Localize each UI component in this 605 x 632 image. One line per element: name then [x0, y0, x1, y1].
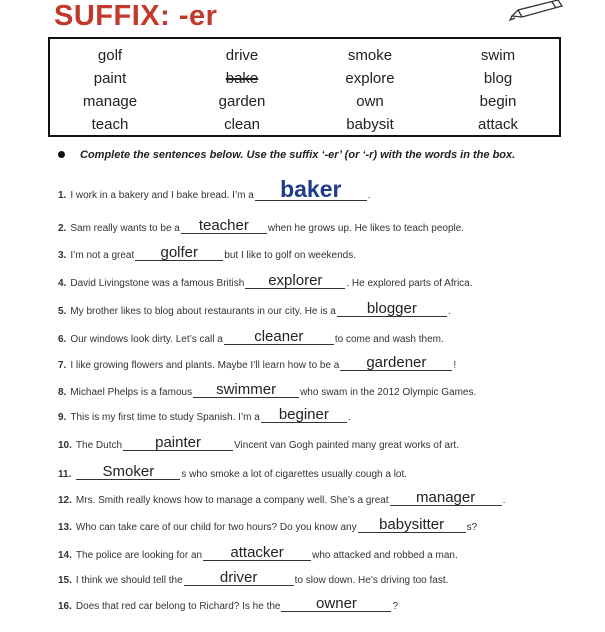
- answer-text: driver: [219, 569, 258, 586]
- sentence-text-before: I like growing flowers and plants. Maybe I’ll learn how to be a: [70, 360, 340, 371]
- sentence-text-after: .: [447, 306, 451, 317]
- sentence-12: [58, 489, 506, 506]
- answer-blank[interactable]: [337, 300, 447, 317]
- worksheet-title: SUFFIX: -er: [54, 0, 218, 32]
- sentence-1: [58, 176, 371, 202]
- word-bake: bake: [225, 70, 259, 87]
- answer-text: teacher: [198, 217, 249, 234]
- answer-blank[interactable]: [135, 244, 223, 261]
- sentence-text-after: who attacked and robbed a man.: [312, 550, 458, 561]
- sentence-text-after: ?: [392, 601, 399, 612]
- answer-blank[interactable]: [390, 489, 502, 506]
- sentence-text-before: This is my first time to study Spanish. I’m a: [70, 412, 260, 423]
- word-explore: explore: [345, 70, 395, 87]
- word-swim: swim: [480, 47, 516, 64]
- sentence-text-after: . He explored parts of Africa.: [346, 278, 473, 289]
- word-attack: attack: [477, 116, 519, 133]
- sentence-number: 16.: [58, 601, 72, 612]
- answer-text: explorer: [268, 272, 323, 289]
- answer-text: babysitter: [379, 516, 445, 533]
- sentence-text-before: I think we should tell the: [75, 575, 183, 586]
- answer-text: baker: [280, 176, 342, 202]
- sentence-text-after: .: [367, 190, 371, 201]
- sentence-10: [58, 434, 459, 451]
- sentence-number: 4.: [58, 278, 67, 289]
- sentence-16: [58, 595, 399, 612]
- sentence-text-before: Mrs. Smith really knows how to manage a company well. She’s a great: [75, 495, 389, 506]
- sentence-6: [58, 328, 444, 345]
- instructions: Complete the sentences below. Use the suffix ‘-er’ (or ‘-r) with the words in the box.: [80, 149, 516, 161]
- sentence-text-after: Vincent van Gogh painted many great works of art.: [234, 440, 459, 451]
- sentence-text-before: I work in a bakery and I bake bread. I’m a: [70, 190, 254, 201]
- answer-blank[interactable]: [76, 463, 180, 480]
- answer-blank[interactable]: [358, 516, 466, 533]
- sentence-9: [58, 406, 351, 423]
- sentence-number: 10.: [58, 440, 72, 451]
- pencil-icon: [506, 0, 566, 22]
- answer-text: owner: [316, 595, 357, 612]
- answer-text: attacker: [230, 544, 284, 561]
- word-paint: paint: [93, 70, 127, 87]
- sentence-text-before: The Dutch: [75, 440, 123, 451]
- answer-text: golfer: [160, 244, 199, 261]
- sentence-number: 12.: [58, 495, 72, 506]
- answer-text: cleaner: [254, 328, 304, 345]
- answer-blank[interactable]: [193, 381, 299, 398]
- sentence-text-after: who swam in the 2012 Olympic Games.: [300, 387, 477, 398]
- sentence-3: [58, 244, 357, 261]
- sentence-text-after: !: [453, 360, 457, 371]
- sentence-text-after: s?: [466, 522, 478, 533]
- sentence-15: [58, 569, 449, 586]
- sentence-text-after: .: [347, 412, 351, 423]
- answer-blank[interactable]: [340, 354, 452, 371]
- answer-blank[interactable]: [245, 272, 345, 289]
- sentence-2: [58, 217, 465, 234]
- sentence-number: 3.: [58, 250, 67, 261]
- sentence-5: [58, 300, 451, 317]
- answer-text: beginer: [278, 406, 329, 423]
- sentence-text-after: when he grows up. He likes to teach people.: [267, 223, 465, 234]
- word-begin: begin: [479, 93, 517, 110]
- sentence-text-before: My brother likes to blog about restaurants in our city. He is a: [70, 306, 336, 317]
- sentence-number: 7.: [58, 360, 67, 371]
- sentence-text-before: Who can take care of our child for two hours? Do you know any: [75, 522, 357, 533]
- sentence-text-after: to slow down. He’s driving too fast.: [294, 575, 449, 586]
- answer-text: painter: [155, 434, 201, 451]
- sentence-number: 1.: [58, 190, 67, 201]
- answer-blank[interactable]: [261, 406, 347, 423]
- sentence-text-before: Sam really wants to be a: [70, 223, 180, 234]
- word-box: [48, 37, 561, 137]
- answer-text: Smoker: [102, 463, 155, 480]
- bullet-icon: [58, 151, 65, 158]
- sentence-text-after: s who smoke a lot of cigarettes usually cough a lot.: [181, 469, 408, 480]
- answer-blank[interactable]: [184, 569, 294, 586]
- answer-blank[interactable]: [224, 328, 334, 345]
- sentence-text-after: to come and wash them.: [334, 334, 444, 345]
- word-own: own: [356, 93, 384, 110]
- sentence-number: 9.: [58, 412, 67, 423]
- sentence-text-before: David Livingstone was a famous British: [70, 278, 245, 289]
- sentence-number: 14.: [58, 550, 72, 561]
- word-babysit: babysit: [346, 116, 394, 133]
- sentence-number: 2.: [58, 223, 67, 234]
- sentence-number: 8.: [58, 387, 67, 398]
- word-garden: garden: [218, 93, 266, 110]
- sentence-text-after: but I like to golf on weekends.: [224, 250, 357, 261]
- word-manage: manage: [82, 93, 138, 110]
- sentence-text-before: The police are looking for an: [75, 550, 203, 561]
- sentence-text-after: .: [502, 495, 506, 506]
- word-teach: teach: [91, 116, 129, 133]
- sentence-14: [58, 544, 458, 561]
- word-smoke: smoke: [347, 47, 393, 64]
- answer-blank[interactable]: [255, 176, 367, 202]
- sentence-7: [58, 354, 457, 371]
- sentence-4: [58, 272, 473, 289]
- sentence-13: [58, 516, 478, 533]
- answer-text: manager: [416, 489, 476, 506]
- answer-text: gardener: [366, 354, 427, 371]
- sentence-number: 5.: [58, 306, 67, 317]
- word-drive: drive: [225, 47, 259, 64]
- word-blog: blog: [483, 70, 513, 87]
- sentence-number: 11.: [58, 469, 72, 480]
- answer-blank[interactable]: [123, 434, 233, 451]
- word-golf: golf: [97, 47, 123, 64]
- word-clean: clean: [224, 116, 260, 133]
- sentence-8: [58, 381, 477, 398]
- answer-blank[interactable]: [181, 217, 267, 234]
- sentence-number: 15.: [58, 575, 72, 586]
- sentence-text-before: Does that red car belong to Richard? Is he the: [75, 601, 281, 612]
- sentence-text-before: Michael Phelps is a famous: [70, 387, 193, 398]
- sentence-number: 6.: [58, 334, 67, 345]
- sentence-11: [58, 463, 408, 480]
- sentence-number: 13.: [58, 522, 72, 533]
- answer-text: blogger: [366, 300, 417, 317]
- sentence-text-before: I’m not a great: [70, 250, 135, 261]
- answer-blank[interactable]: [203, 544, 311, 561]
- answer-blank[interactable]: [281, 595, 391, 612]
- sentence-text-before: Our windows look dirty. Let’s call a: [70, 334, 223, 345]
- answer-text: swimmer: [216, 381, 277, 398]
